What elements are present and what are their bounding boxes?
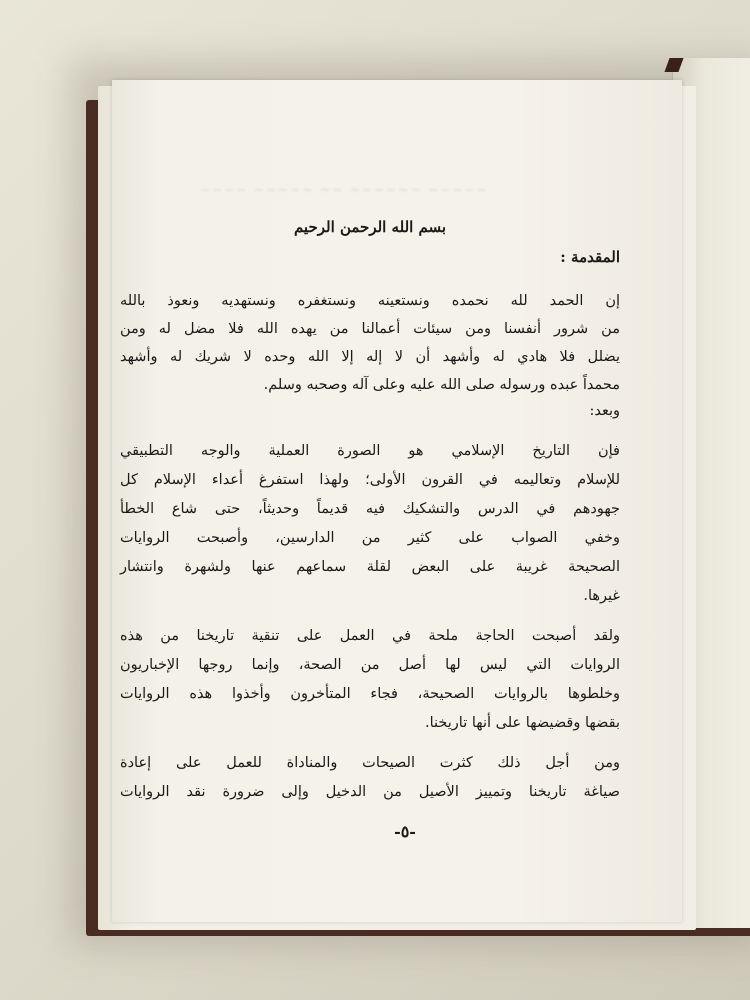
text-line: فإن التاريخ الإسلامي هو الصورة العملية والوجه التطبيقي xyxy=(120,443,620,459)
page-number: -٥- xyxy=(394,822,416,841)
text-line: للإسلام وتعاليمه في القرون الأولى؛ ولهذا استفرغ أعداء الإسلام كل xyxy=(120,472,620,488)
basmala: بسم الله الرحمن الرحيم xyxy=(293,218,447,236)
wabaad-heading: وبعد: xyxy=(589,403,620,419)
text-line: الروايات التي ليس لها أصل من الصحة، وإنما روجها الإخباريون xyxy=(120,657,620,673)
text-line: يضلل فلا هادي له وأشهد أن لا إله إلا الله وحده لا شريك له وأشهد xyxy=(120,349,620,365)
text-line: الصحيحة غريبة على البعض لقلة سماعهم عنها ولشهرة وانتشار xyxy=(120,559,620,575)
text-line: بقضها وقضيضها على أنها تاريخنا. xyxy=(425,715,620,731)
bleed-through-text: ~~~~ ~~~~~ ~~ ~~~~~~ ~~~~~ xyxy=(200,183,489,195)
text-line: وخلطوها بالروايات الصحيحة، فجاء المتأخرون وأخذوا هذه الروايات xyxy=(120,686,620,702)
text-line: إن الحمد لله نحمده ونستعينه ونستغفره ونستهديه ونعوذ بالله xyxy=(120,293,620,309)
text-line: صياغة تاريخنا وتمييز الأصيل من الدخيل وإلى ضرورة نقد الروايات xyxy=(120,784,620,800)
text-line: وخفي الصواب على كثير من الدارسين، وأصبحت الروايات xyxy=(120,530,620,546)
text-line: جهودهم في الدرس والتشكيك فيه قديماً وحديثاً، حتى شاع الخطأ xyxy=(120,501,620,517)
text-line: ولقد أصبحت الحاجة ملحة في العمل على تنقية تاريخنا من هذه xyxy=(120,628,620,644)
heading-introduction: المقدمة : xyxy=(560,248,620,266)
text-line: ومن أجل ذلك كثرت الصيحات والمناداة للعمل على إعادة xyxy=(120,755,620,771)
text-line: غيرها. xyxy=(583,588,620,604)
text-line: من شرور أنفسنا ومن سيئات أعمالنا من يهده الله فلا مضل له ومن xyxy=(120,321,620,337)
text-line: محمداً عبده ورسوله صلى الله عليه وعلى آله وصحبه وسلم. xyxy=(263,377,620,393)
